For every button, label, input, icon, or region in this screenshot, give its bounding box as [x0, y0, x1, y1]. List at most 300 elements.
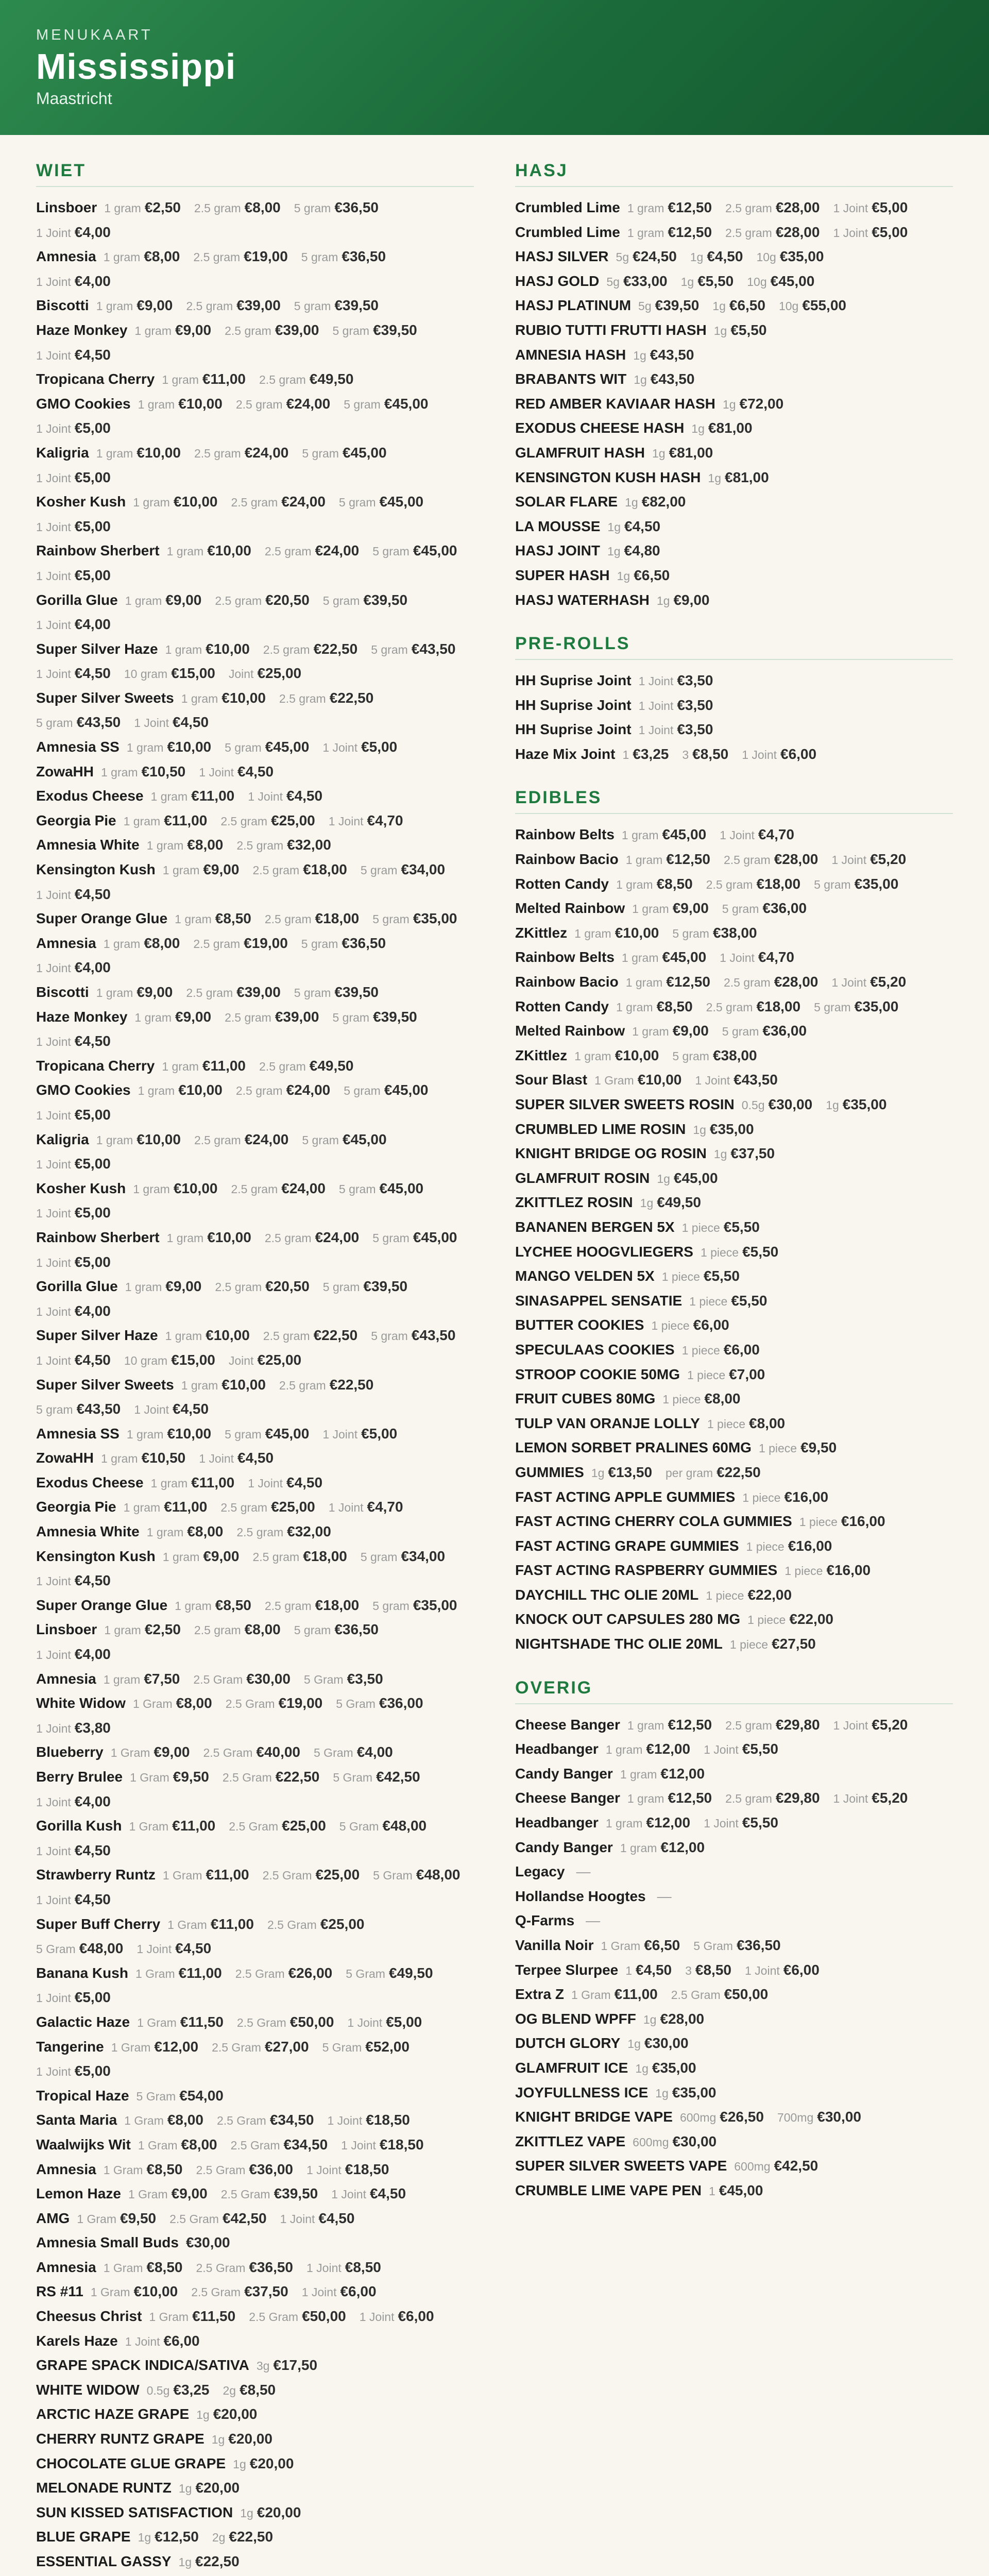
item-name: Super Orange Glue	[36, 910, 168, 927]
item-price	[339, 1176, 423, 1201]
item-price	[302, 440, 386, 465]
price-value: €10,00	[637, 1072, 682, 1088]
menu-item	[36, 1078, 474, 1127]
price-value: €39,00	[236, 984, 281, 1000]
menu-item	[36, 1005, 474, 1054]
item-price	[137, 2083, 224, 2108]
menu-item	[515, 440, 953, 465]
price-unit: 5 gram	[225, 741, 262, 755]
item-price	[371, 1323, 455, 1348]
price-unit: 2.5 gram	[236, 839, 284, 853]
item-name: Super Orange Glue	[36, 1597, 168, 1613]
price-value: €6,00	[340, 2283, 377, 2300]
price-value: €45,00	[662, 949, 707, 965]
item-price	[712, 293, 765, 318]
price-value: €36,50	[334, 1621, 379, 1638]
price-unit: 1 gram	[165, 1329, 202, 1343]
price-unit: 2.5 Gram	[230, 2138, 280, 2152]
price-value: €39,50	[363, 591, 408, 608]
price-unit: 1 Gram	[90, 2285, 130, 2299]
price-unit: 1 Joint	[831, 976, 867, 990]
price-unit: 2.5 gram	[263, 1329, 310, 1343]
item-name: Terpee Slurpee	[515, 1961, 619, 1978]
item-name: Melted Rainbow	[515, 900, 625, 917]
price-unit: 1	[708, 2184, 715, 2198]
price-unit: 1 Joint	[638, 699, 674, 713]
item-price	[134, 710, 209, 735]
price-unit: 1 piece	[689, 1294, 728, 1308]
item-name: Gorilla Glue	[36, 591, 118, 608]
item-price	[666, 1460, 761, 1485]
price-unit: 1 Gram	[138, 2138, 178, 2152]
price-unit: 1 gram	[103, 937, 141, 951]
menu-item	[515, 269, 953, 294]
price-unit: 1 Gram	[124, 2114, 164, 2128]
item-price	[695, 1067, 777, 1092]
price-unit: 5 gram	[322, 594, 360, 607]
item-price	[36, 1299, 111, 1324]
price-value: €45,00	[384, 1082, 429, 1098]
menu-item	[36, 1274, 474, 1323]
item-name: DUTCH GLORY	[515, 2035, 621, 2052]
item-price	[36, 416, 111, 440]
price-value: €10,00	[167, 739, 212, 755]
item-price	[616, 994, 693, 1019]
item-price	[147, 833, 224, 857]
price-unit: 1 Joint	[833, 201, 868, 215]
item-price	[104, 931, 180, 956]
price-unit: 3	[685, 1963, 692, 1977]
price-value: €10,00	[133, 2283, 178, 2300]
price-unit: 1g	[138, 2531, 151, 2545]
price-value: €30,00	[644, 2035, 689, 2052]
price-value: €5,00	[74, 518, 111, 534]
price-value: €8,00	[749, 1415, 786, 1431]
price-unit: 1 Gram	[594, 1074, 634, 1088]
price-value: €8,00	[187, 1523, 224, 1540]
price-value: €25,00	[282, 1818, 326, 1834]
item-price	[149, 2304, 235, 2329]
item-price	[263, 1323, 357, 1348]
menu-item	[36, 2206, 474, 2231]
menu-item	[515, 2056, 953, 2080]
price-unit: 5g	[616, 250, 629, 264]
item-name: MELONADE RUNTZ	[36, 2480, 172, 2496]
item-price	[361, 857, 445, 882]
price-unit: 5 gram	[332, 324, 370, 337]
price-unit: 2.5 gram	[220, 1501, 268, 1515]
item-price	[162, 367, 246, 392]
item-name: BRABANTS WIT	[515, 371, 627, 387]
price-unit: 1 Gram	[130, 1771, 169, 1784]
item-price	[725, 195, 820, 220]
menu-item	[36, 2427, 474, 2451]
item-name: Banana Kush	[36, 1964, 128, 1981]
price-unit: 1 Joint	[322, 1427, 358, 1441]
item-name: HH Suprise Joint	[515, 672, 632, 689]
menu-item	[36, 1814, 474, 1862]
price-value: €5,50	[742, 1243, 779, 1260]
item-price	[622, 822, 706, 847]
price-unit: 1g	[211, 2433, 225, 2447]
menu-item	[515, 1810, 953, 1835]
item-price	[685, 1958, 731, 1982]
price-value: €4,50	[175, 1940, 212, 1957]
price-value: €18,50	[366, 2112, 410, 2128]
price-value: €13,50	[608, 1464, 653, 1480]
price-value: €8,50	[345, 2259, 381, 2275]
item-name: Rainbow Sherbert	[36, 543, 160, 559]
item-price	[137, 2010, 224, 2035]
menu-item	[515, 1558, 953, 1583]
price-value: €42,50	[376, 1769, 420, 1785]
price-value: €49,50	[657, 1194, 701, 1211]
price-unit: 5 Gram	[693, 1939, 733, 1953]
menu-item	[36, 1372, 474, 1421]
item-name: Rainbow Bacio	[515, 974, 619, 990]
price-unit: 600mg	[679, 2111, 717, 2125]
item-price	[332, 318, 417, 343]
price-value: €11,00	[178, 1964, 222, 1981]
item-price	[223, 2378, 276, 2402]
price-value: €11,00	[614, 1986, 658, 2003]
item-price	[225, 1005, 319, 1029]
item-price	[371, 637, 455, 662]
menu-item	[36, 735, 474, 759]
item-price	[720, 945, 794, 970]
item-price	[662, 1264, 740, 1289]
item-name: KNIGHT BRIDGE OG ROSIN	[515, 1145, 707, 1162]
price-value: €4,80	[624, 543, 660, 559]
price-unit: 1g	[713, 1147, 727, 1161]
item-price	[165, 1323, 250, 1348]
item-price	[111, 2035, 198, 2059]
item-price	[36, 1936, 123, 1961]
price-value: €9,00	[175, 321, 212, 338]
price-unit: 1 gram	[181, 691, 218, 705]
price-value: €9,00	[203, 1548, 240, 1564]
price-unit: 1g	[693, 1123, 706, 1137]
item-name: Amnesia SS	[36, 1425, 120, 1442]
price-value: €24,00	[286, 395, 331, 412]
item-name: Gorilla Kush	[36, 1818, 122, 1834]
price-value: €42,50	[222, 2210, 267, 2226]
price-value: €18,00	[315, 910, 360, 927]
item-price	[36, 343, 111, 367]
item-name: Tropical Haze	[36, 2087, 129, 2104]
item-price	[691, 416, 752, 440]
price-value: €8,00	[144, 248, 180, 265]
price-unit: 1g	[826, 1098, 839, 1112]
price-unit: 1 Joint	[36, 422, 71, 436]
price-value: €27,50	[772, 1636, 816, 1652]
menu-item	[36, 759, 474, 784]
item-price	[212, 2524, 273, 2549]
price-unit: 1 Joint	[36, 1648, 71, 1662]
price-unit: 5 gram	[338, 1182, 376, 1196]
price-value: €36,50	[342, 935, 386, 951]
menu-item	[515, 847, 953, 872]
price-unit: 5 gram	[371, 1329, 408, 1343]
price-unit: 5 gram	[344, 397, 381, 411]
price-unit: 1 gram	[627, 201, 664, 215]
price-value: €72,00	[739, 395, 784, 412]
price-unit: 1g	[652, 446, 666, 460]
item-name: Amnesia	[36, 2161, 96, 2177]
price-value: €32,00	[287, 837, 331, 853]
price-unit: 1 Joint	[36, 348, 71, 362]
menu-item	[36, 2132, 474, 2157]
price-unit: 1 gram	[104, 201, 141, 215]
price-unit: 1g	[591, 1466, 605, 1480]
price-unit: 2.5 gram	[220, 814, 268, 828]
price-unit: 5 gram	[302, 1133, 339, 1147]
menu-header	[0, 0, 989, 135]
item-price	[134, 1005, 211, 1029]
menu-item	[36, 1765, 474, 1814]
price-value: €7,50	[144, 1670, 180, 1687]
price-unit: 5 gram	[814, 877, 851, 891]
item-name: Vanilla Noir	[515, 1937, 594, 1953]
price-value: €8,00	[176, 1695, 212, 1711]
item-price	[633, 343, 694, 367]
price-value: €10,00	[615, 924, 659, 941]
item-price	[607, 538, 660, 563]
item-price	[265, 1593, 359, 1618]
price-value: €30,00	[246, 1670, 291, 1687]
item-name: SPECULAAS COOKIES	[515, 1341, 675, 1358]
price-unit: 1 Joint	[125, 2334, 160, 2348]
price-value: €5,50	[703, 1268, 740, 1284]
item-price	[248, 784, 322, 808]
price-unit: 1 Gram	[571, 1988, 611, 2002]
price-value: €5,00	[361, 739, 398, 755]
item-price	[36, 1200, 111, 1225]
price-unit: 1 Gram	[162, 1869, 202, 1883]
item-price	[217, 2108, 314, 2132]
menu-item	[36, 1495, 474, 1519]
item-price	[626, 970, 710, 994]
price-unit: 5 gram	[302, 446, 339, 460]
price-unit: 1 gram	[616, 1000, 653, 1014]
item-name: Kensington Kush	[36, 1548, 156, 1564]
item-name: SUPER HASH	[515, 567, 610, 583]
price-value: €28,00	[660, 2010, 705, 2027]
item-name: Berry Brulee	[36, 1769, 123, 1785]
item-price	[175, 906, 251, 931]
price-value: €25,00	[257, 665, 302, 682]
price-value: €45,00	[384, 395, 429, 412]
price-value: €10,00	[137, 444, 181, 461]
item-name: FRUIT CUBES 80MG	[515, 1391, 656, 1407]
price-value: €11,00	[202, 1057, 246, 1074]
price-unit: 1 gram	[134, 1010, 172, 1024]
menu-item	[515, 1067, 953, 1092]
menu-item	[515, 1737, 953, 1761]
menu-item	[36, 440, 474, 489]
price-value: €12,50	[668, 224, 712, 240]
item-price	[625, 489, 686, 514]
price-unit: 2.5 gram	[725, 226, 772, 240]
item-price	[104, 2255, 183, 2280]
price-value: €2,50	[144, 199, 181, 215]
item-price	[226, 1691, 323, 1716]
item-price	[652, 440, 713, 465]
item-price	[591, 1460, 652, 1485]
price-unit: 1 Joint	[36, 1795, 71, 1809]
item-price	[606, 1737, 690, 1761]
item-price	[372, 538, 457, 563]
price-unit: 1 Joint	[137, 1942, 172, 1956]
item-price	[627, 220, 712, 245]
price-unit: 2.5 gram	[231, 1182, 278, 1196]
price-unit: 1 Joint	[36, 1108, 71, 1122]
price-unit: 2.5 Gram	[229, 1820, 279, 1834]
price-value: €5,00	[74, 2063, 111, 2079]
item-price	[724, 847, 818, 872]
item-price	[265, 538, 359, 563]
price-value: €8,00	[144, 935, 180, 951]
item-price	[620, 1761, 705, 1786]
price-value: €24,00	[315, 1229, 360, 1245]
price-unit: 1 gram	[175, 1599, 212, 1613]
item-name: Amnesia White	[36, 837, 140, 853]
price-value: €4,50	[74, 665, 111, 682]
item-name: Tangerine	[36, 2038, 104, 2055]
item-name: NIGHTSHADE THC OLIE 20ML	[515, 1636, 723, 1652]
item-price	[96, 980, 173, 1005]
item-name: STROOP COOKIE 50MG	[515, 1366, 680, 1382]
menu-item	[515, 1240, 953, 1264]
price-unit: 2.5 gram	[279, 691, 326, 705]
menu-item	[36, 2549, 474, 2574]
price-unit: 5 Gram	[36, 1942, 76, 1956]
item-name: Crumbled Lime	[515, 199, 620, 215]
price-unit: 1 Joint	[36, 1207, 71, 1221]
price-unit: 1 gram	[104, 1623, 141, 1637]
price-value: €39,50	[655, 297, 700, 314]
item-price	[607, 514, 660, 539]
menu-item	[515, 2007, 953, 2031]
item-price	[635, 2056, 696, 2080]
item-name: SOLAR FLARE	[515, 494, 618, 510]
price-unit: 1 gram	[632, 902, 669, 916]
menu-column-right	[515, 161, 953, 2576]
item-price	[36, 269, 111, 294]
menu-item	[515, 872, 953, 896]
menu-item	[36, 1691, 474, 1740]
item-name: Santa Maria	[36, 2112, 117, 2128]
item-name: ZKITTLEZ VAPE	[515, 2133, 626, 2149]
item-price	[236, 392, 330, 416]
menu-item	[515, 392, 953, 416]
price-unit: 2.5 Gram	[236, 2015, 286, 2029]
price-unit: 1g	[634, 373, 647, 387]
price-unit: 2.5 gram	[186, 299, 233, 313]
price-unit: 5 gram	[360, 863, 398, 877]
price-value: €4,70	[758, 949, 794, 965]
item-price	[194, 440, 288, 465]
price-value: €6,50	[644, 1937, 680, 1953]
item-price	[689, 1289, 767, 1313]
item-name: Amnesia	[36, 1670, 96, 1687]
item-price	[329, 808, 403, 833]
item-price	[831, 970, 906, 994]
item-price	[249, 2304, 346, 2329]
price-unit: 1 Joint	[36, 1304, 71, 1318]
price-value: €43,50	[76, 1401, 121, 1417]
menu-item	[36, 2010, 474, 2035]
item-price	[643, 2007, 704, 2031]
menu-item	[515, 1933, 953, 1958]
price-unit: 5 gram	[294, 1623, 331, 1637]
price-value: €36,00	[249, 2161, 293, 2177]
menu-item	[515, 1713, 953, 1737]
menu-item	[515, 1264, 953, 1289]
item-name: Blueberry	[36, 1744, 104, 1760]
menu-item	[515, 588, 953, 613]
item-price	[626, 847, 710, 872]
price-unit: 1 gram	[126, 1427, 164, 1441]
price-value: €35,00	[854, 998, 899, 1014]
menu-item	[36, 980, 474, 1005]
price-unit: 1 piece	[651, 1319, 690, 1333]
price-value: €43,50	[411, 1327, 456, 1344]
price-unit: 1 Joint	[328, 1501, 364, 1515]
price-unit: Joint	[228, 1353, 254, 1367]
item-name: OG BLEND WPFF	[515, 2010, 636, 2027]
price-unit: 1 gram	[181, 1378, 218, 1392]
price-unit: 1 Joint	[36, 1844, 71, 1858]
price-value: €4,50	[286, 1474, 323, 1490]
price-value: €19,00	[278, 1695, 323, 1711]
price-unit: 1 piece	[742, 1490, 781, 1504]
menu-item	[515, 1982, 953, 2007]
item-price	[138, 1078, 223, 1103]
item-price	[672, 921, 757, 945]
item-price	[831, 847, 906, 872]
price-unit: 1 gram	[166, 545, 204, 558]
price-value: €39,00	[275, 1008, 319, 1025]
item-name: SUN KISSED SATISFACTION	[36, 2504, 233, 2520]
price-value: €20,00	[249, 2455, 294, 2471]
item-name: FAST ACTING APPLE GUMMIES	[515, 1488, 736, 1505]
item-price	[301, 244, 386, 269]
item-price	[372, 1593, 457, 1618]
item-price	[704, 1737, 778, 1761]
price-unit: 1g	[607, 520, 621, 534]
item-price	[133, 489, 217, 514]
price-value: €17,50	[273, 2357, 318, 2374]
price-unit: 2.5 gram	[725, 1718, 772, 1732]
price-value: €36,50	[342, 248, 386, 265]
price-unit: 1 Joint	[36, 1721, 71, 1735]
item-price	[725, 1786, 820, 1810]
price-unit: 1g	[712, 299, 726, 313]
item-price	[627, 1713, 712, 1737]
menu-item	[36, 367, 474, 392]
price-value: €48,00	[79, 1940, 124, 1957]
price-unit: 1 piece	[729, 1638, 769, 1652]
item-price	[134, 318, 211, 343]
item-price	[130, 1765, 209, 1789]
price-value: €5,20	[870, 851, 907, 868]
price-value: €4,50	[369, 2185, 406, 2202]
item-price	[265, 1225, 359, 1250]
item-price	[36, 1985, 111, 2010]
price-value: €27,00	[264, 2038, 309, 2055]
menu-item	[515, 563, 953, 588]
